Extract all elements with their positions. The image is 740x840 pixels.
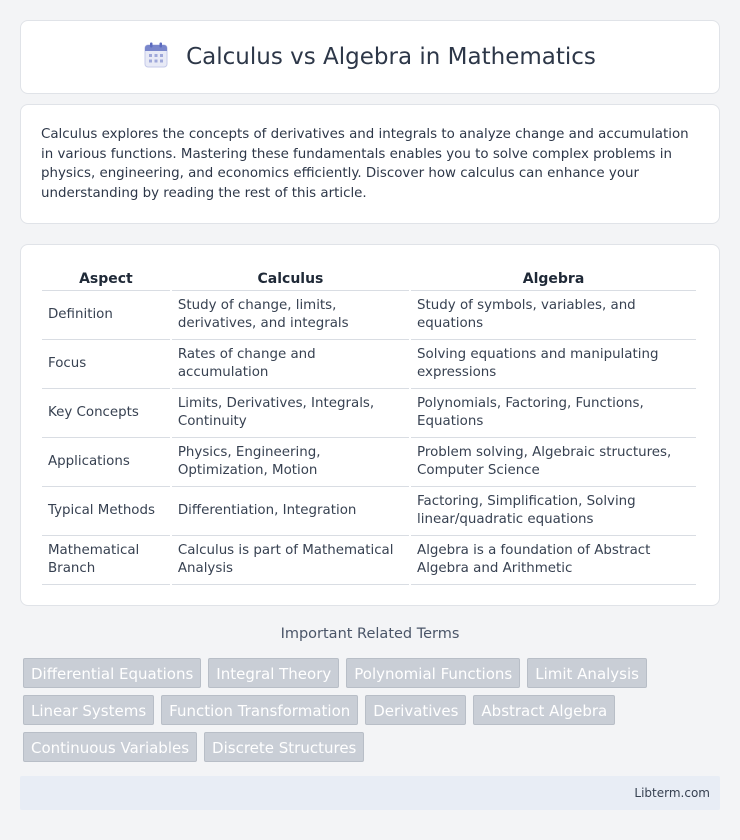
term-tag[interactable]: Polynomial Functions (346, 658, 520, 688)
term-tag[interactable]: Continuous Variables (23, 732, 197, 762)
cell-aspect: Typical Methods (42, 487, 170, 536)
comparison-table-card (20, 244, 720, 606)
table-row (42, 487, 696, 536)
table-row (42, 291, 696, 340)
term-tag[interactable]: Linear Systems (23, 695, 154, 725)
cell-calculus: Study of change, limits, derivatives, and integrals (172, 291, 409, 340)
term-tag[interactable]: Differential Equations (23, 658, 201, 688)
table-row (42, 340, 696, 389)
header-algebra: Algebra (411, 265, 696, 291)
cell-algebra: Problem solving, Algebraic structures, Computer Science (411, 438, 696, 487)
table-row (42, 389, 696, 438)
term-tag[interactable]: Limit Analysis (527, 658, 647, 688)
footer-site-link[interactable]: Libterm.com (634, 786, 710, 800)
term-tag[interactable]: Abstract Algebra (473, 695, 615, 725)
page-title: Calculus vs Algebra in Mathematics (186, 44, 596, 70)
cell-calculus: Limits, Derivatives, Integrals, Continuity (172, 389, 409, 438)
cell-algebra: Study of symbols, variables, and equations (411, 291, 696, 340)
cell-algebra: Polynomials, Factoring, Functions, Equations (411, 389, 696, 438)
intro-card (20, 104, 720, 224)
cell-algebra: Solving equations and manipulating expressions (411, 340, 696, 389)
cell-calculus: Physics, Engineering, Optimization, Motion (172, 438, 409, 487)
calendar-icon (144, 42, 168, 72)
cell-algebra: Algebra is a foundation of Abstract Algebra and Arithmetic (411, 536, 696, 585)
header-aspect: Aspect (42, 265, 170, 291)
cell-aspect: Definition (42, 291, 170, 340)
term-tag[interactable]: Discrete Structures (204, 732, 364, 762)
table-row (42, 536, 696, 585)
cell-aspect: Applications (42, 438, 170, 487)
term-tag[interactable]: Derivatives (365, 695, 466, 725)
comparison-table (40, 265, 698, 585)
term-tag[interactable]: Function Transformation (161, 695, 358, 725)
header-calculus: Calculus (172, 265, 409, 291)
footer (20, 776, 720, 810)
header-card (20, 20, 720, 94)
table-row (42, 438, 696, 487)
intro-text: Calculus explores the concepts of derivatives and integrals to analyze change and accumulation in various functions. Mastering these fundamentals enables you to solve complex problems in physics, engineering, and economics efficiently. Discover how calculus can enhance your understanding by reading the rest of this article. (41, 127, 689, 201)
cell-algebra: Factoring, Simplification, Solving linear/quadratic equations (411, 487, 696, 536)
table-header-row (42, 265, 696, 291)
cell-calculus: Differentiation, Integration (172, 487, 409, 536)
related-terms-heading: Important Related Terms (280, 626, 460, 642)
cell-aspect: Key Concepts (42, 389, 170, 438)
cell-aspect: Mathematical Branch (42, 536, 170, 585)
related-terms-list (23, 658, 723, 762)
cell-calculus: Calculus is part of Mathematical Analysis (172, 536, 409, 585)
cell-calculus: Rates of change and accumulation (172, 340, 409, 389)
cell-aspect: Focus (42, 340, 170, 389)
term-tag[interactable]: Integral Theory (208, 658, 339, 688)
